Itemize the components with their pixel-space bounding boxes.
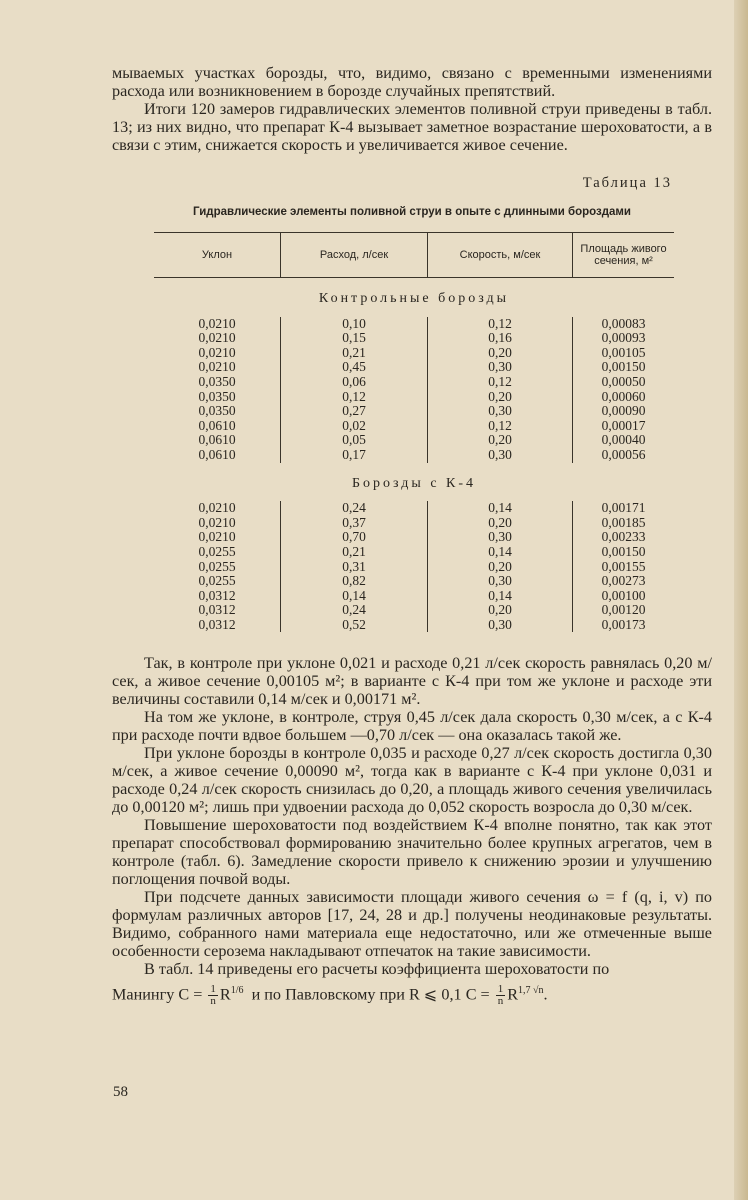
table-cell: 0,0312	[198, 616, 236, 632]
table-cell: 0,00185	[573, 516, 675, 531]
table-cell: 0,52	[281, 618, 428, 633]
table-cell: 0,0350	[198, 403, 236, 419]
table-cell: 0,12	[281, 390, 428, 405]
table-section-title	[154, 463, 674, 502]
table-row	[154, 317, 674, 332]
table-row	[154, 331, 674, 346]
table-cell: 0,0210	[198, 500, 236, 516]
fraction-denominator: n	[497, 995, 504, 1008]
table-cell: 0,30	[428, 618, 573, 633]
table-cell: 0,00171	[573, 501, 675, 516]
table-label: Таблица 13	[582, 175, 672, 191]
table-row	[154, 589, 674, 604]
table-cell: 0,14	[428, 501, 573, 516]
table-cell: 0,0350	[198, 388, 236, 404]
table-cell: 0,0350	[198, 373, 236, 389]
table-cell: 0,05	[281, 433, 428, 448]
table-cell: 0,30	[428, 404, 573, 419]
table-cell: 0,0210	[198, 529, 236, 545]
table-cell: 0,82	[281, 574, 428, 589]
pavlovsky-base: R	[507, 985, 519, 1004]
table-row	[154, 390, 674, 405]
manning-base: R	[219, 985, 231, 1004]
table-row	[154, 545, 674, 560]
fraction-numerator: 1	[210, 983, 216, 996]
table-cell: 0,0255	[198, 558, 236, 574]
table-cell: 0,20	[428, 390, 573, 405]
table-cell: 0,20	[428, 346, 573, 361]
formula-end: .	[543, 985, 548, 1004]
header-area: Площадь живого сечения, м²	[573, 233, 675, 278]
intro-paragraph-2: Итоги 120 замеров гидравлических элементов поливной струи приведены в табл. 13; из них видно, что препарат К-4 вызывает заметное возрастание шероховатости, а в связи с этим, снижается скорость и увеличивается живое сечение.	[112, 100, 712, 154]
table-cell: 0,12	[428, 317, 573, 332]
formula-line	[112, 982, 712, 1007]
table-cell: 0,15	[281, 331, 428, 346]
table-cell: 0,00060	[573, 390, 675, 405]
hydraulic-table	[154, 232, 674, 632]
table-cell: 0,14	[428, 589, 573, 604]
table-row	[154, 419, 674, 434]
table-cell: 0,0255	[198, 573, 236, 589]
manning-prefix: Манингу C =	[112, 985, 203, 1004]
table-cell: 0,24	[281, 603, 428, 618]
table-body	[154, 278, 674, 633]
table-row	[154, 404, 674, 419]
fraction-numerator: 1	[497, 983, 504, 996]
table-cell: 0,24	[281, 501, 428, 516]
table-row	[154, 516, 674, 531]
table-cell: 0,06	[281, 375, 428, 390]
body-paragraph-5: При подсчете данных зависимости площади живого сечения ω = f (q, i, v) по формулам различных авторов [17, 24, 28 и др.] получены неодинаковые результаты. Видимо, собранного нами материала еще недостаточно, или же отмеченные выше особенности серозема накладывают отпечаток на такие зависимости.	[112, 888, 712, 960]
table-title: Гидравлические элементы поливной струи в опыте с длинными бороздами	[193, 206, 631, 218]
table-cell: 0,0210	[198, 330, 236, 346]
section-title-cell: Контрольные борозды	[318, 291, 510, 306]
table-cell: 0,00105	[573, 346, 675, 361]
table-row	[154, 603, 674, 618]
table-cell: 0,00083	[573, 317, 675, 332]
fraction-denominator: n	[210, 995, 216, 1008]
table-cell: 0,27	[281, 404, 428, 419]
table-cell: 0,21	[281, 545, 428, 560]
pavlovsky-prefix: и по Павловскому при R ⩽ 0,1 C =	[251, 985, 490, 1004]
table-header-row	[154, 233, 674, 278]
table-cell: 0,21	[281, 346, 428, 361]
body-paragraph-3: При уклоне борозды в контроле 0,035 и расходе 0,27 л/сек скорость достигла 0,30 м/сек, а живое сечение 0,00090 м², тогда как в варианте с К-4 при уклоне 0,031 и расходе 0,24 л/сек скорость снизилась до 0,20, а площадь живого сечения увеличилась до 0,00120 м²; лишь при удвоении расхода до 0,052 скорость возросла до 0,30 м/сек.	[112, 744, 712, 816]
table-row	[154, 574, 674, 589]
table-cell: 0,31	[281, 560, 428, 575]
table-cell: 0,12	[428, 419, 573, 434]
table-cell: 0,0312	[198, 587, 236, 603]
table-cell: 0,0210	[198, 344, 236, 360]
intro-paragraph-1: мываемых участках борозды, что, видимо, связано с временными изменениями расхода или возникновением в борозде случайных препятствий.	[112, 64, 712, 100]
manning-fraction	[208, 984, 218, 1007]
table-cell: 0,0610	[198, 446, 236, 462]
manning-exponent: 1/6	[230, 985, 244, 996]
table-cell: 0,0610	[198, 432, 236, 448]
table-cell: 0,0312	[198, 602, 236, 618]
header-discharge: Расход, л/сек	[281, 233, 428, 278]
table-row	[154, 530, 674, 545]
table-cell: 0,0210	[198, 514, 236, 530]
table-cell: 0,00173	[573, 618, 675, 633]
table-cell: 0,00050	[573, 375, 675, 390]
table-cell: 0,17	[281, 448, 428, 463]
table-cell: 0,70	[281, 530, 428, 545]
table-cell: 0,0210	[198, 315, 236, 331]
table-cell: 0,30	[428, 530, 573, 545]
table-cell: 0,0210	[198, 359, 236, 375]
table-cell: 0,00040	[573, 433, 675, 448]
table-row	[154, 501, 674, 516]
table-cell: 0,00017	[573, 419, 675, 434]
table-cell: 0,14	[428, 545, 573, 560]
table-cell: 0,00155	[573, 560, 675, 575]
table-cell: 0,45	[281, 360, 428, 375]
table-cell: 0,00093	[573, 331, 675, 346]
page-number: 58	[113, 1084, 128, 1100]
table-row	[154, 448, 674, 463]
formula-lead: В табл. 14 приведены его расчеты коэффициента шероховатости по	[144, 960, 610, 978]
table-cell: 0,20	[428, 516, 573, 531]
table-cell: 0,14	[281, 589, 428, 604]
table-row	[154, 433, 674, 448]
table-cell: 0,0255	[198, 543, 236, 559]
page-edge	[734, 0, 748, 1200]
table-row	[154, 560, 674, 575]
body-paragraph-4: Повышение шероховатости под воздействием К-4 вполне понятно, так как этот препарат способствовал формированию значительно более крупных агрегатов, чем в контроле (табл. 6). Замедление скорости привело к снижению эрозии и улучшению поглощения почвой воды.	[112, 816, 712, 888]
table-cell: 0,20	[428, 433, 573, 448]
pavlovsky-exponent: 1,7 √n	[518, 985, 544, 996]
table-cell: 0,37	[281, 516, 428, 531]
table-cell: 0,0610	[198, 417, 236, 433]
table-cell: 0,10	[281, 317, 428, 332]
table-row	[154, 375, 674, 390]
table-cell: 0,00150	[573, 545, 675, 560]
table-cell: 0,00120	[573, 603, 675, 618]
header-slope: Уклон	[154, 233, 281, 278]
table-section-title	[154, 278, 674, 317]
table-cell: 0,12	[428, 375, 573, 390]
table-cell: 0,00056	[573, 448, 675, 463]
table-cell: 0,00273	[573, 574, 675, 589]
section-title-cell: Борозды с К-4	[351, 475, 477, 491]
table-cell: 0,30	[428, 574, 573, 589]
body-paragraph-2: На том же уклоне, в контроле, струя 0,45 л/сек дала скорость 0,30 м/сек, а с К-4 при расходе почти вдвое большем —0,70 л/сек — она оказалась такой же.	[112, 708, 712, 744]
table-cell: 0,20	[428, 603, 573, 618]
table-row	[154, 360, 674, 375]
table-cell: 0,00233	[573, 530, 675, 545]
body-paragraph-1: Так, в контроле при уклоне 0,021 и расходе 0,21 л/сек скорость равнялась 0,20 м/сек, а живое сечение 0,00105 м²; в варианте с К-4 при том же уклоне и расходе эти величины составили 0,14 м/сек и 0,00171 м².	[112, 654, 712, 708]
table-cell: 0,02	[281, 419, 428, 434]
table-row	[154, 618, 674, 633]
table-cell: 0,20	[428, 560, 573, 575]
body-text	[112, 654, 712, 1007]
table-cell: 0,00090	[573, 404, 675, 419]
pavlovsky-fraction	[496, 984, 506, 1007]
header-velocity: Скорость, м/сек	[428, 233, 573, 278]
table-cell: 0,30	[428, 448, 573, 463]
intro-text	[112, 64, 712, 154]
table-cell: 0,00100	[573, 589, 675, 604]
table-cell: 0,00150	[573, 360, 675, 375]
table-cell: 0,16	[428, 331, 573, 346]
table-cell: 0,30	[428, 360, 573, 375]
table-row	[154, 346, 674, 361]
